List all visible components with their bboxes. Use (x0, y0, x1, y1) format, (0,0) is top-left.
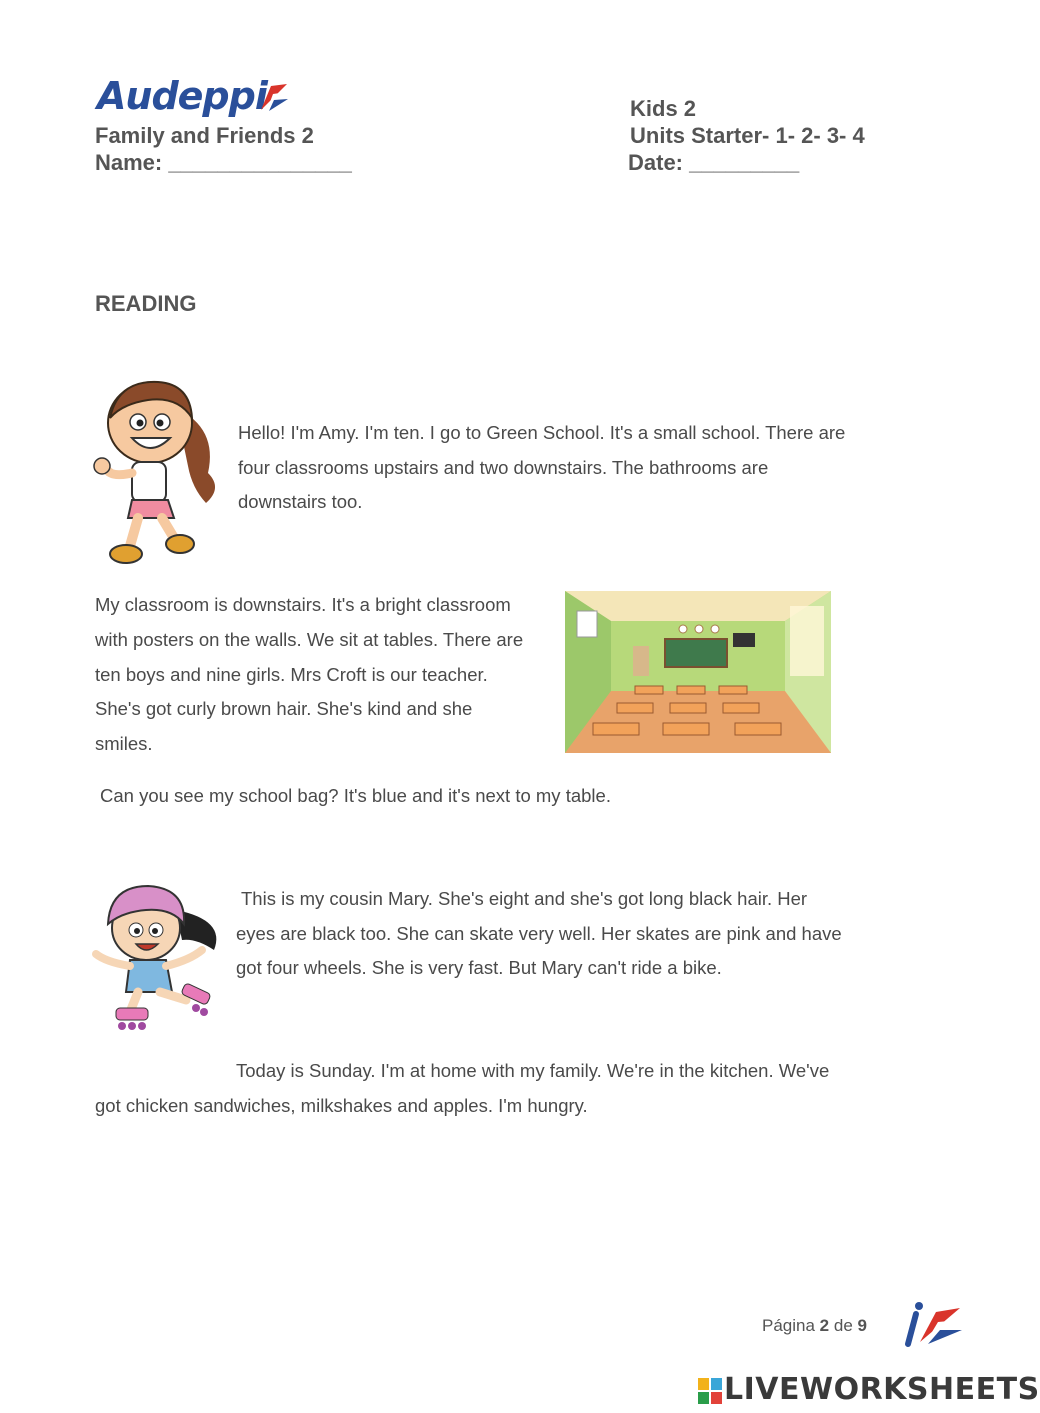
classroom-line-5: smiles. (95, 733, 153, 754)
section-title: READING (95, 291, 197, 316)
audeppi-mark-icon (900, 1300, 964, 1348)
page-number (762, 1316, 867, 1336)
name-field[interactable]: Name: _______________ (95, 150, 352, 175)
mary-line-3: got four wheels. She is very fast. But Mary can't ride a bike. (236, 957, 722, 978)
mary-line-1: This is my cousin Mary. She's eight and she's got long black hair. Her (241, 888, 808, 909)
liveworksheets-logo-icon (698, 1378, 722, 1404)
classroom-illustration (565, 591, 831, 753)
mary-line-2: eyes are black too. She can skate very well. Her skates are pink and have (236, 923, 842, 944)
amy-intro-line-3: downstairs too. (238, 491, 363, 512)
level-label: Kids 2 (630, 96, 697, 121)
mary-skater-illustration (86, 880, 226, 1035)
page-prefix: Página (762, 1316, 820, 1335)
course-title: Family and Friends 2 (95, 123, 314, 148)
sunday-line-2: got chicken sandwiches, milkshakes and apples. I'm hungry. (95, 1095, 588, 1116)
classroom-line-1: My classroom is downstairs. It's a bright classroom (95, 594, 511, 615)
amy-intro-line-2: four classrooms upstairs and two downstairs. The bathrooms are (238, 457, 769, 478)
classroom-line-4: She's got curly brown hair. She's kind and she (95, 698, 473, 719)
sunday-line-1: Today is Sunday. I'm at home with my family. We're in the kitchen. We've (236, 1060, 830, 1081)
liveworksheets-text: LIVEWORKSHEETS (724, 1372, 1040, 1407)
logo-sail-icon (257, 80, 291, 114)
logo-text: Audeppi (97, 74, 267, 118)
amy-intro-line-1: Hello! I'm Amy. I'm ten. I go to Green School. It's a small school. There are (238, 422, 846, 443)
date-field[interactable]: Date: _________ (628, 150, 800, 175)
page-mid: de (829, 1316, 858, 1335)
audeppi-logo (97, 74, 297, 122)
page-current: 2 (819, 1316, 830, 1335)
classroom-line-2: with posters on the walls. We sit at tables. There are (95, 629, 524, 650)
classroom-line-3: ten boys and nine girls. Mrs Croft is our teacher. (95, 664, 488, 685)
amy-girl-illustration (88, 378, 228, 573)
school-bag-line: Can you see my school bag? It's blue and it's next to my table. (100, 785, 611, 806)
page-total: 9 (857, 1316, 867, 1335)
units-label: Units Starter- 1- 2- 3- 4 (630, 123, 865, 148)
